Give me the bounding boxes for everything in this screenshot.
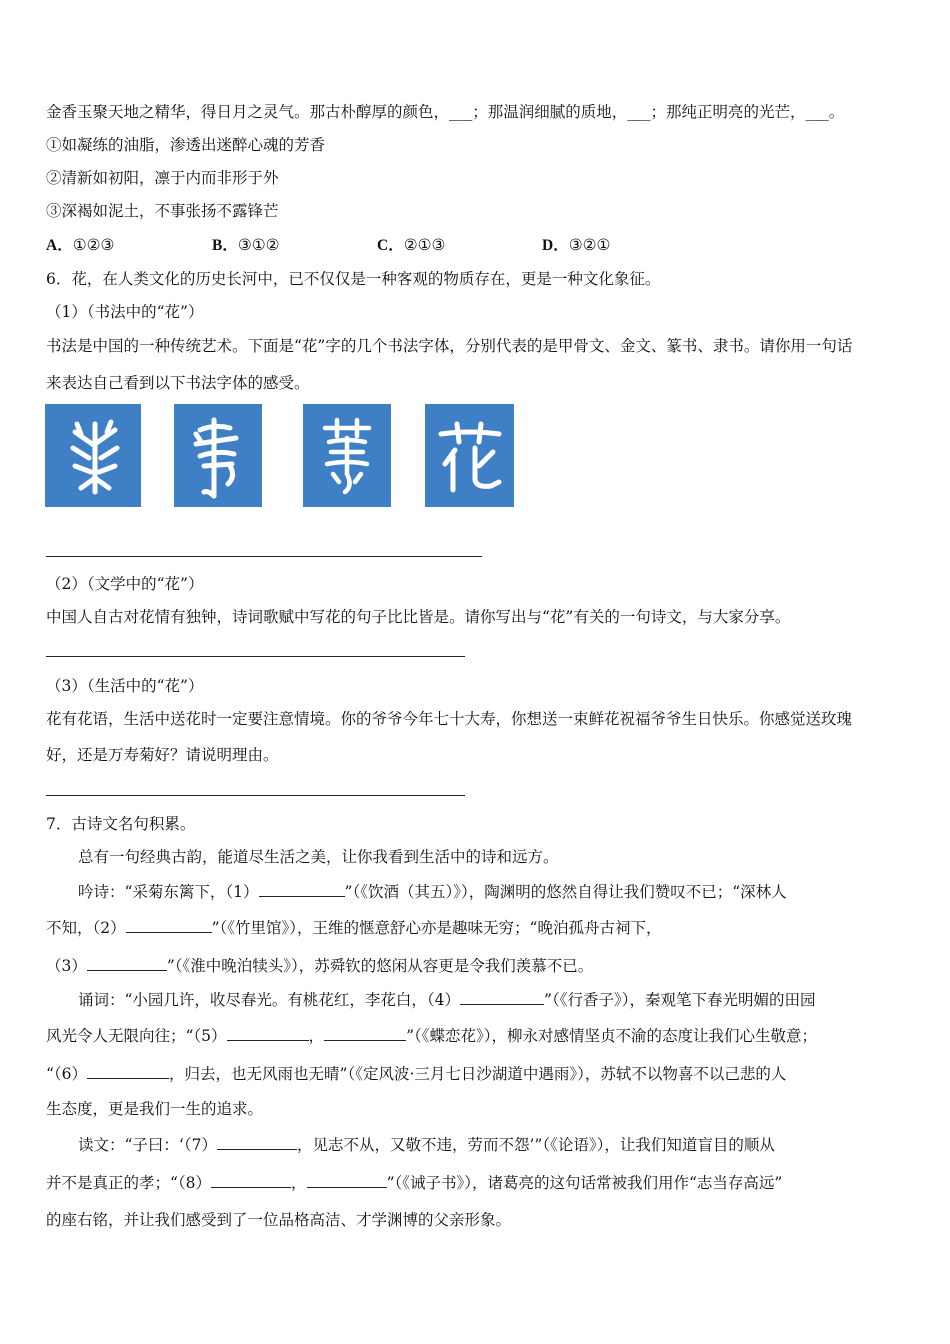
text-segment: 读文：“子曰：‘（7） bbox=[78, 1136, 217, 1154]
text-segment: ”（《蝶恋花》），柳永对感情坚贞不渝的态度让我们心生敬意； bbox=[406, 1027, 817, 1045]
option-letter: D． bbox=[542, 237, 569, 254]
fill-blank-3[interactable] bbox=[87, 954, 167, 971]
option-letter: A． bbox=[46, 237, 73, 254]
q7-title: 7．古诗文名句积累。 bbox=[46, 815, 196, 833]
q7-prose-line1 bbox=[78, 1133, 912, 1156]
q7-ci-line4: 生态度，更是我们一生的追求。 bbox=[46, 1100, 264, 1118]
text-segment: “（6） bbox=[46, 1065, 88, 1083]
fill-blank-7[interactable] bbox=[217, 1133, 297, 1150]
q5-stem: 金香玉聚天地之精华，得日月之灵气。那古朴醇厚的颜色，___；那温润细腻的质地，___；那纯正明亮的光芒，___。 bbox=[46, 103, 845, 121]
q6-part2-text: 中国人自古对花情有独钟，诗词歌赋中写花的句子比比皆是。请你写出与“花”有关的一句诗文，与大家分享。 bbox=[46, 608, 791, 626]
q5-option-d[interactable] bbox=[542, 234, 610, 257]
text-segment: ”（《竹里馆》），王维的惬意舒心亦是趣味无穷；“晚泊孤舟古祠下， bbox=[211, 919, 662, 937]
q5-option-b[interactable] bbox=[212, 234, 280, 257]
q6-part3-text-line2: 好，还是万寿菊好？请说明理由。 bbox=[46, 746, 279, 764]
text-segment: ”（《诫子书》），诸葛亮的这句话常被我们用作“志当存高远” bbox=[386, 1174, 783, 1192]
text-segment: ，见志不从，又敬不违，劳而不怨’”（《论语》），让我们知道盲目的顺从 bbox=[296, 1136, 775, 1154]
fill-blank-5b[interactable] bbox=[324, 1024, 406, 1041]
answer-line-part1[interactable] bbox=[46, 556, 482, 557]
q7-ci-line3 bbox=[46, 1062, 912, 1085]
text-segment: ”（《行香子》），秦观笔下春光明媚的田园 bbox=[544, 991, 816, 1009]
text-segment: 风光令人无限向往；“（5） bbox=[46, 1027, 227, 1045]
text-segment: ， bbox=[308, 1027, 325, 1045]
q6-part3-heading: （3）（生活中的“花”） bbox=[46, 677, 204, 695]
q7-ci-line1 bbox=[78, 988, 912, 1011]
q7-ci-line2 bbox=[46, 1024, 912, 1047]
text-segment: ”（《淮中晚泊犊头》），苏舜钦的悠闲从容更是令我们羡慕不已。 bbox=[166, 957, 594, 975]
fill-blank-6[interactable] bbox=[87, 1062, 169, 1079]
text-segment: ，归去，也无风雨也无晴”（《定风波·三月七日沙湖道中遇雨》），苏轼不以物喜不以己悲的人 bbox=[169, 1065, 787, 1083]
option-text: ①②③ bbox=[72, 236, 115, 254]
q5-item-2: ②清新如初阳，凛于内而非形于外 bbox=[46, 169, 279, 187]
text-segment: 诵词：“小园几许，收尽春光。有桃花红，李花白，（4） bbox=[78, 991, 461, 1009]
q6-part1-text-line2: 来表达自己看到以下书法字体的感受。 bbox=[46, 374, 310, 392]
answer-line-part2[interactable] bbox=[46, 656, 465, 657]
fill-blank-5a[interactable] bbox=[227, 1024, 309, 1041]
q6-part2-heading: （2）（文学中的“花”） bbox=[46, 575, 204, 593]
fill-blank-8a[interactable] bbox=[211, 1171, 291, 1188]
text-segment: 不知，（2） bbox=[46, 919, 126, 937]
text-segment: ”（《饮酒（其五）》），陶渊明的悠然自得让我们赞叹不已；“深林人 bbox=[344, 883, 787, 901]
seal-script-hua-image bbox=[303, 404, 391, 507]
answer-line-part3[interactable] bbox=[46, 795, 465, 796]
q6-title: 6．花，在人类文化的历史长河中，已不仅仅是一种客观的物质存在，更是一种文化象征。 bbox=[46, 270, 661, 288]
text-segment: 吟诗：“采菊东篱下，（1） bbox=[78, 883, 259, 901]
bronze-script-hua-image bbox=[174, 404, 262, 507]
text-segment: 并不是真正的孝；“（8） bbox=[46, 1174, 212, 1192]
q5-option-a[interactable] bbox=[46, 234, 114, 257]
q7-poem-line2 bbox=[46, 916, 912, 939]
q6-part1-heading: （1）（书法中的“花”） bbox=[46, 303, 204, 321]
q6-part3-text-line1: 花有花语，生活中送花时一定要注意情境。你的爷爷今年七十大寿，你想送一束鲜花祝福爷爷生日快乐。你感觉送玫瑰 bbox=[46, 710, 853, 728]
option-letter: C． bbox=[377, 237, 404, 254]
q7-poem-line1 bbox=[78, 880, 912, 903]
q7-intro: 总有一句经典古韵，能道尽生活之美，让你我看到生活中的诗和远方。 bbox=[78, 848, 559, 866]
q7-prose-line2 bbox=[46, 1171, 912, 1194]
option-text: ②①③ bbox=[403, 236, 446, 254]
q5-option-c[interactable] bbox=[377, 234, 445, 257]
q7-poem-line3 bbox=[46, 954, 912, 977]
fill-blank-1[interactable] bbox=[259, 880, 345, 897]
fill-blank-4[interactable] bbox=[460, 988, 544, 1005]
q7-prose-line3: 的座右铭，并让我们感受到了一位品格高洁、才学渊博的父亲形象。 bbox=[46, 1211, 512, 1229]
fill-blank-8b[interactable] bbox=[307, 1171, 387, 1188]
option-letter: B． bbox=[212, 237, 238, 254]
q6-part1-text-line1: 书法是中国的一种传统艺术。下面是“花”字的几个书法字体，分别代表的是甲骨文、金文、篆书、隶书。请你用一句话 bbox=[46, 337, 853, 355]
clerical-script-hua-image bbox=[425, 404, 514, 507]
text-segment: （3） bbox=[46, 957, 87, 975]
q5-item-3: ③深褐如泥土，不事张扬不露锋芒 bbox=[46, 202, 279, 220]
oracle-bone-script-hua-image bbox=[45, 404, 141, 507]
option-text: ③①② bbox=[237, 236, 280, 254]
fill-blank-2[interactable] bbox=[126, 916, 212, 933]
text-segment: ， bbox=[291, 1174, 307, 1192]
q5-item-1: ①如凝练的油脂，渗透出迷醉心魂的芳香 bbox=[46, 136, 326, 154]
option-text: ③②① bbox=[568, 236, 611, 254]
